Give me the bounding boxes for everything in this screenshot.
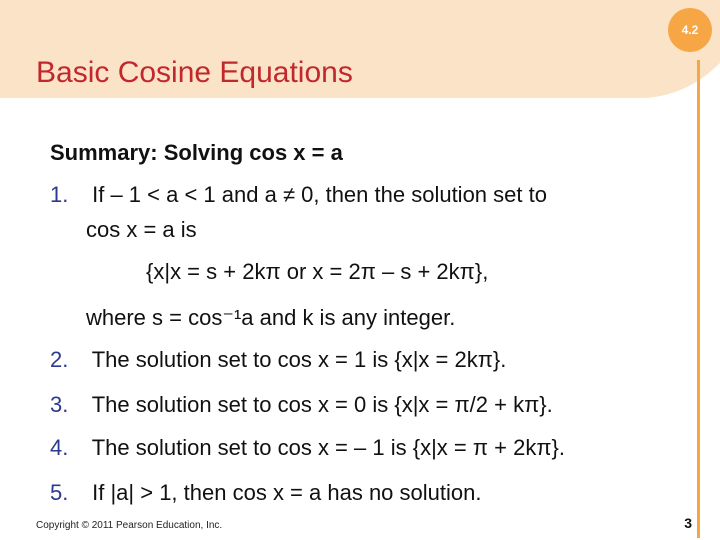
list-item-5 bbox=[50, 480, 481, 506]
page-number: 3 bbox=[684, 515, 692, 531]
item-number: 4. bbox=[50, 435, 69, 460]
copyright-footer: Copyright © 2011 Pearson Education, Inc. bbox=[36, 520, 223, 531]
item-1-line-4: where s = cos⁻¹a and k is any integer. bbox=[86, 305, 456, 330]
list-item-3 bbox=[50, 392, 553, 418]
item-4-text: The solution set to cos x = – 1 is {x|x = π + 2kπ}. bbox=[91, 435, 565, 460]
item-3-text: The solution set to cos x = 0 is {x|x = π/2 + kπ}. bbox=[91, 392, 553, 417]
summary-heading: Summary: Solving cos x = a bbox=[50, 140, 343, 165]
slide-title: Basic Cosine Equations bbox=[36, 56, 353, 89]
section-number: 4.2 bbox=[681, 23, 699, 37]
list-item-1 bbox=[50, 182, 547, 208]
item-number: 3. bbox=[50, 392, 69, 417]
section-badge bbox=[668, 8, 712, 52]
item-1-line-2: cos x = a is bbox=[86, 217, 197, 242]
item-number: 1. bbox=[50, 182, 69, 207]
list-item-2 bbox=[50, 347, 506, 373]
list-item-4 bbox=[50, 435, 565, 461]
right-accent-rule bbox=[697, 60, 700, 538]
item-1-formula: {x|x = s + 2kπ or x = 2π – s + 2kπ}, bbox=[146, 259, 489, 284]
item-number: 5. bbox=[50, 480, 69, 505]
item-5-text: If |a| > 1, then cos x = a has no solution. bbox=[92, 480, 482, 505]
item-number: 2. bbox=[50, 347, 69, 372]
item-2-text: The solution set to cos x = 1 is {x|x = 2kπ}. bbox=[91, 347, 507, 372]
item-1-line-1: If – 1 < a < 1 and a ≠ 0, then the solution set to bbox=[92, 182, 547, 207]
